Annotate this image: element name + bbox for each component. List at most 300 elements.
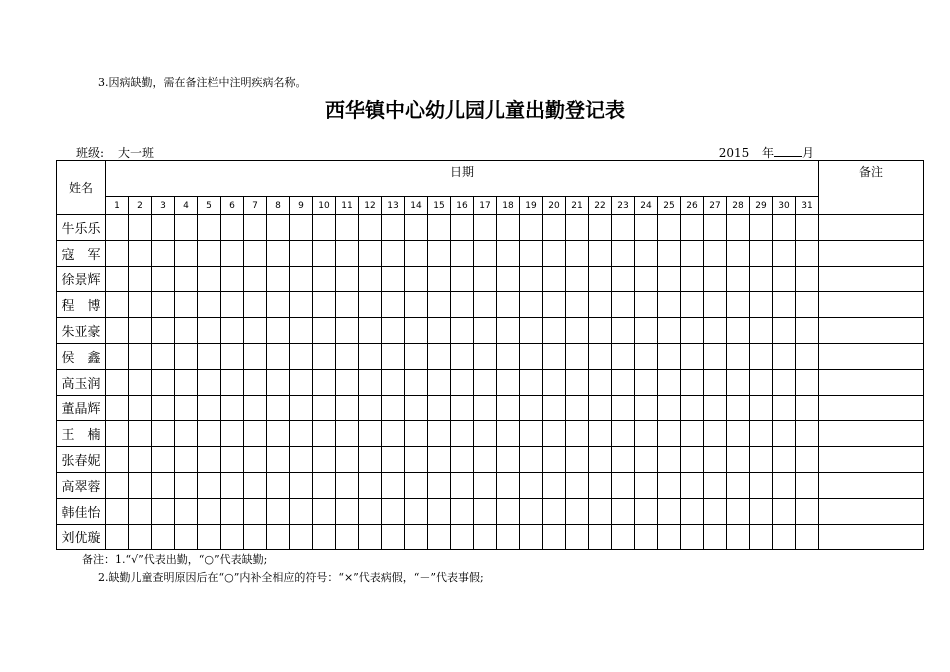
attendance-cell[interactable] [175,447,198,473]
attendance-cell[interactable] [497,524,520,550]
attendance-cell[interactable] [681,215,704,241]
attendance-cell[interactable] [221,498,244,524]
attendance-cell[interactable] [635,369,658,395]
attendance-cell[interactable] [267,369,290,395]
attendance-cell[interactable] [658,395,681,421]
attendance-cell[interactable] [106,498,129,524]
attendance-cell[interactable] [635,524,658,550]
attendance-cell[interactable] [129,292,152,318]
attendance-cell[interactable] [290,369,313,395]
attendance-cell[interactable] [129,472,152,498]
remark-cell[interactable] [819,318,924,344]
attendance-cell[interactable] [773,343,796,369]
attendance-cell[interactable] [382,266,405,292]
attendance-cell[interactable] [566,447,589,473]
attendance-cell[interactable] [290,318,313,344]
attendance-cell[interactable] [244,421,267,447]
attendance-cell[interactable] [428,395,451,421]
attendance-cell[interactable] [428,343,451,369]
attendance-cell[interactable] [566,421,589,447]
attendance-cell[interactable] [612,292,635,318]
attendance-cell[interactable] [796,472,819,498]
attendance-cell[interactable] [428,524,451,550]
attendance-cell[interactable] [704,395,727,421]
attendance-cell[interactable] [497,292,520,318]
attendance-cell[interactable] [635,292,658,318]
attendance-cell[interactable] [750,240,773,266]
remark-cell[interactable] [819,472,924,498]
attendance-cell[interactable] [405,292,428,318]
attendance-cell[interactable] [727,292,750,318]
attendance-cell[interactable] [750,343,773,369]
attendance-cell[interactable] [267,215,290,241]
attendance-cell[interactable] [727,421,750,447]
attendance-cell[interactable] [750,318,773,344]
attendance-cell[interactable] [543,292,566,318]
attendance-cell[interactable] [244,318,267,344]
attendance-cell[interactable] [612,240,635,266]
attendance-cell[interactable] [658,498,681,524]
attendance-cell[interactable] [428,447,451,473]
attendance-cell[interactable] [405,472,428,498]
attendance-cell[interactable] [244,266,267,292]
attendance-cell[interactable] [175,318,198,344]
attendance-cell[interactable] [106,395,129,421]
attendance-cell[interactable] [359,240,382,266]
attendance-cell[interactable] [451,215,474,241]
attendance-cell[interactable] [474,421,497,447]
attendance-cell[interactable] [428,472,451,498]
attendance-cell[interactable] [359,498,382,524]
attendance-cell[interactable] [313,318,336,344]
attendance-cell[interactable] [796,343,819,369]
attendance-cell[interactable] [221,266,244,292]
attendance-cell[interactable] [290,447,313,473]
attendance-cell[interactable] [773,524,796,550]
attendance-cell[interactable] [451,318,474,344]
attendance-cell[interactable] [796,447,819,473]
attendance-cell[interactable] [382,343,405,369]
remark-cell[interactable] [819,395,924,421]
attendance-cell[interactable] [359,318,382,344]
attendance-cell[interactable] [658,343,681,369]
attendance-cell[interactable] [106,369,129,395]
remark-cell[interactable] [819,343,924,369]
attendance-cell[interactable] [175,524,198,550]
attendance-cell[interactable] [474,524,497,550]
attendance-cell[interactable] [129,369,152,395]
attendance-cell[interactable] [520,498,543,524]
attendance-cell[interactable] [520,524,543,550]
attendance-cell[interactable] [773,395,796,421]
attendance-cell[interactable] [405,524,428,550]
attendance-cell[interactable] [198,498,221,524]
attendance-cell[interactable] [520,472,543,498]
attendance-cell[interactable] [451,524,474,550]
attendance-cell[interactable] [589,215,612,241]
attendance-cell[interactable] [313,240,336,266]
attendance-cell[interactable] [451,266,474,292]
attendance-cell[interactable] [658,318,681,344]
attendance-cell[interactable] [175,369,198,395]
attendance-cell[interactable] [198,266,221,292]
attendance-cell[interactable] [589,240,612,266]
attendance-cell[interactable] [106,524,129,550]
attendance-cell[interactable] [543,343,566,369]
attendance-cell[interactable] [474,472,497,498]
attendance-cell[interactable] [635,447,658,473]
attendance-cell[interactable] [635,498,658,524]
remark-cell[interactable] [819,215,924,241]
attendance-cell[interactable] [750,369,773,395]
attendance-cell[interactable] [497,447,520,473]
attendance-cell[interactable] [221,343,244,369]
attendance-cell[interactable] [152,266,175,292]
attendance-cell[interactable] [635,395,658,421]
attendance-cell[interactable] [704,343,727,369]
attendance-cell[interactable] [796,292,819,318]
attendance-cell[interactable] [451,343,474,369]
attendance-cell[interactable] [796,395,819,421]
attendance-cell[interactable] [612,524,635,550]
attendance-cell[interactable] [773,472,796,498]
attendance-cell[interactable] [336,447,359,473]
attendance-cell[interactable] [267,421,290,447]
attendance-cell[interactable] [704,215,727,241]
attendance-cell[interactable] [336,472,359,498]
attendance-cell[interactable] [543,318,566,344]
attendance-cell[interactable] [589,498,612,524]
attendance-cell[interactable] [520,292,543,318]
attendance-cell[interactable] [336,318,359,344]
attendance-cell[interactable] [520,343,543,369]
attendance-cell[interactable] [382,447,405,473]
attendance-cell[interactable] [451,292,474,318]
attendance-cell[interactable] [267,395,290,421]
attendance-cell[interactable] [428,318,451,344]
attendance-cell[interactable] [796,215,819,241]
attendance-cell[interactable] [589,447,612,473]
attendance-cell[interactable] [796,421,819,447]
attendance-cell[interactable] [359,292,382,318]
attendance-cell[interactable] [221,395,244,421]
attendance-cell[interactable] [382,292,405,318]
attendance-cell[interactable] [313,447,336,473]
attendance-cell[interactable] [290,395,313,421]
attendance-cell[interactable] [267,240,290,266]
remark-cell[interactable] [819,421,924,447]
attendance-cell[interactable] [244,472,267,498]
attendance-cell[interactable] [520,240,543,266]
attendance-cell[interactable] [290,240,313,266]
attendance-cell[interactable] [290,472,313,498]
attendance-cell[interactable] [405,447,428,473]
attendance-cell[interactable] [658,266,681,292]
attendance-cell[interactable] [244,343,267,369]
attendance-cell[interactable] [727,472,750,498]
attendance-cell[interactable] [681,472,704,498]
attendance-cell[interactable] [566,343,589,369]
attendance-cell[interactable] [428,421,451,447]
attendance-cell[interactable] [566,215,589,241]
attendance-cell[interactable] [635,240,658,266]
attendance-cell[interactable] [336,215,359,241]
attendance-cell[interactable] [612,421,635,447]
attendance-cell[interactable] [221,240,244,266]
attendance-cell[interactable] [382,215,405,241]
attendance-cell[interactable] [129,498,152,524]
attendance-cell[interactable] [681,266,704,292]
attendance-cell[interactable] [313,472,336,498]
attendance-cell[interactable] [543,447,566,473]
attendance-cell[interactable] [589,421,612,447]
attendance-cell[interactable] [382,240,405,266]
attendance-cell[interactable] [106,266,129,292]
attendance-cell[interactable] [336,266,359,292]
attendance-cell[interactable] [106,215,129,241]
attendance-cell[interactable] [658,524,681,550]
attendance-cell[interactable] [681,240,704,266]
attendance-cell[interactable] [773,447,796,473]
attendance-cell[interactable] [221,524,244,550]
attendance-cell[interactable] [221,318,244,344]
attendance-cell[interactable] [727,240,750,266]
attendance-cell[interactable] [152,318,175,344]
attendance-cell[interactable] [267,292,290,318]
attendance-cell[interactable] [152,395,175,421]
attendance-cell[interactable] [290,292,313,318]
attendance-cell[interactable] [727,395,750,421]
attendance-cell[interactable] [612,447,635,473]
attendance-cell[interactable] [175,472,198,498]
attendance-cell[interactable] [313,343,336,369]
attendance-cell[interactable] [497,421,520,447]
attendance-cell[interactable] [267,318,290,344]
attendance-cell[interactable] [497,215,520,241]
attendance-cell[interactable] [566,240,589,266]
attendance-cell[interactable] [244,292,267,318]
attendance-cell[interactable] [129,395,152,421]
attendance-cell[interactable] [773,421,796,447]
attendance-cell[interactable] [313,524,336,550]
attendance-cell[interactable] [313,395,336,421]
attendance-cell[interactable] [750,215,773,241]
attendance-cell[interactable] [175,395,198,421]
attendance-cell[interactable] [359,266,382,292]
attendance-cell[interactable] [474,498,497,524]
attendance-cell[interactable] [428,498,451,524]
attendance-cell[interactable] [635,343,658,369]
attendance-cell[interactable] [106,318,129,344]
attendance-cell[interactable] [198,240,221,266]
attendance-cell[interactable] [589,343,612,369]
attendance-cell[interactable] [451,395,474,421]
attendance-cell[interactable] [451,240,474,266]
attendance-cell[interactable] [244,369,267,395]
attendance-cell[interactable] [290,266,313,292]
attendance-cell[interactable] [244,447,267,473]
attendance-cell[interactable] [520,266,543,292]
attendance-cell[interactable] [405,369,428,395]
attendance-cell[interactable] [658,472,681,498]
attendance-cell[interactable] [474,343,497,369]
attendance-cell[interactable] [658,215,681,241]
attendance-cell[interactable] [382,421,405,447]
attendance-cell[interactable] [474,215,497,241]
attendance-cell[interactable] [681,524,704,550]
attendance-cell[interactable] [543,240,566,266]
attendance-cell[interactable] [612,395,635,421]
attendance-cell[interactable] [773,498,796,524]
attendance-cell[interactable] [658,369,681,395]
attendance-cell[interactable] [290,524,313,550]
attendance-cell[interactable] [428,369,451,395]
attendance-cell[interactable] [750,524,773,550]
attendance-cell[interactable] [221,215,244,241]
attendance-cell[interactable] [175,421,198,447]
attendance-cell[interactable] [175,343,198,369]
attendance-cell[interactable] [704,369,727,395]
attendance-cell[interactable] [750,421,773,447]
attendance-cell[interactable] [520,395,543,421]
attendance-cell[interactable] [267,472,290,498]
attendance-cell[interactable] [198,421,221,447]
attendance-cell[interactable] [589,266,612,292]
attendance-cell[interactable] [773,240,796,266]
attendance-cell[interactable] [520,369,543,395]
attendance-cell[interactable] [681,369,704,395]
attendance-cell[interactable] [612,215,635,241]
attendance-cell[interactable] [796,498,819,524]
attendance-cell[interactable] [681,395,704,421]
attendance-cell[interactable] [658,240,681,266]
attendance-cell[interactable] [428,240,451,266]
attendance-cell[interactable] [382,369,405,395]
attendance-cell[interactable] [244,395,267,421]
attendance-cell[interactable] [290,215,313,241]
attendance-cell[interactable] [106,292,129,318]
attendance-cell[interactable] [129,524,152,550]
attendance-cell[interactable] [566,318,589,344]
attendance-cell[interactable] [589,524,612,550]
attendance-cell[interactable] [152,292,175,318]
attendance-cell[interactable] [566,498,589,524]
attendance-cell[interactable] [727,524,750,550]
attendance-cell[interactable] [175,498,198,524]
attendance-cell[interactable] [336,292,359,318]
attendance-cell[interactable] [198,215,221,241]
attendance-cell[interactable] [727,369,750,395]
attendance-cell[interactable] [635,215,658,241]
attendance-cell[interactable] [405,318,428,344]
attendance-cell[interactable] [658,447,681,473]
attendance-cell[interactable] [635,421,658,447]
attendance-cell[interactable] [267,498,290,524]
attendance-cell[interactable] [612,266,635,292]
attendance-cell[interactable] [313,215,336,241]
attendance-cell[interactable] [359,215,382,241]
attendance-cell[interactable] [589,318,612,344]
attendance-cell[interactable] [773,215,796,241]
attendance-cell[interactable] [773,369,796,395]
attendance-cell[interactable] [451,472,474,498]
attendance-cell[interactable] [566,395,589,421]
attendance-cell[interactable] [497,472,520,498]
attendance-cell[interactable] [198,292,221,318]
attendance-cell[interactable] [405,395,428,421]
attendance-cell[interactable] [106,343,129,369]
attendance-cell[interactable] [796,369,819,395]
attendance-cell[interactable] [474,240,497,266]
remark-cell[interactable] [819,266,924,292]
attendance-cell[interactable] [313,498,336,524]
attendance-cell[interactable] [359,472,382,498]
remark-cell[interactable] [819,447,924,473]
attendance-cell[interactable] [704,472,727,498]
attendance-cell[interactable] [405,343,428,369]
attendance-cell[interactable] [796,524,819,550]
attendance-cell[interactable] [106,472,129,498]
attendance-cell[interactable] [612,369,635,395]
attendance-cell[interactable] [405,240,428,266]
attendance-cell[interactable] [566,292,589,318]
attendance-cell[interactable] [474,369,497,395]
attendance-cell[interactable] [704,421,727,447]
attendance-cell[interactable] [405,498,428,524]
attendance-cell[interactable] [451,498,474,524]
attendance-cell[interactable] [313,369,336,395]
attendance-cell[interactable] [152,421,175,447]
attendance-cell[interactable] [451,447,474,473]
attendance-cell[interactable] [198,472,221,498]
attendance-cell[interactable] [727,266,750,292]
attendance-cell[interactable] [704,318,727,344]
attendance-cell[interactable] [244,524,267,550]
attendance-cell[interactable] [612,343,635,369]
attendance-cell[interactable] [359,343,382,369]
attendance-cell[interactable] [221,447,244,473]
attendance-cell[interactable] [106,447,129,473]
attendance-cell[interactable] [451,369,474,395]
attendance-cell[interactable] [497,369,520,395]
attendance-cell[interactable] [382,472,405,498]
attendance-cell[interactable] [635,472,658,498]
attendance-cell[interactable] [244,240,267,266]
attendance-cell[interactable] [106,421,129,447]
attendance-cell[interactable] [635,318,658,344]
attendance-cell[interactable] [566,472,589,498]
attendance-cell[interactable] [704,266,727,292]
attendance-cell[interactable] [497,318,520,344]
attendance-cell[interactable] [543,215,566,241]
attendance-cell[interactable] [589,369,612,395]
attendance-cell[interactable] [198,343,221,369]
attendance-cell[interactable] [359,395,382,421]
attendance-cell[interactable] [612,498,635,524]
attendance-cell[interactable] [773,292,796,318]
attendance-cell[interactable] [152,369,175,395]
attendance-cell[interactable] [727,343,750,369]
attendance-cell[interactable] [152,472,175,498]
attendance-cell[interactable] [428,266,451,292]
attendance-cell[interactable] [359,369,382,395]
attendance-cell[interactable] [474,292,497,318]
attendance-cell[interactable] [359,421,382,447]
attendance-cell[interactable] [727,447,750,473]
remark-cell[interactable] [819,498,924,524]
attendance-cell[interactable] [543,524,566,550]
attendance-cell[interactable] [152,447,175,473]
